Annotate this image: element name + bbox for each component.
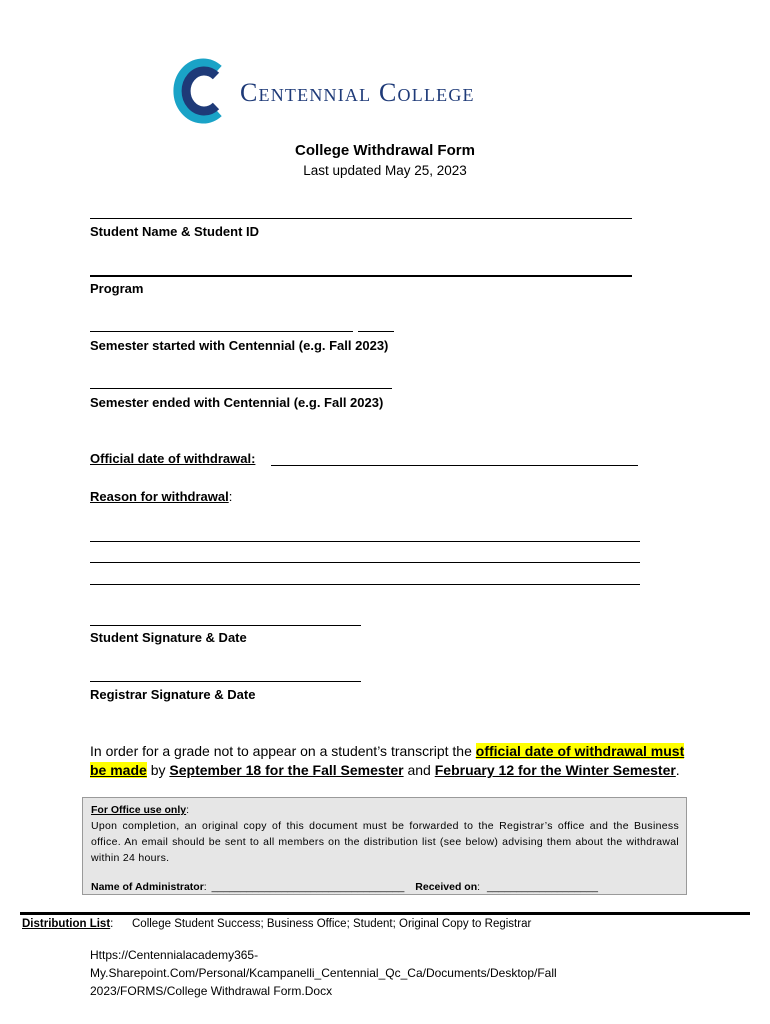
withdrawal-deadline-notice	[90, 742, 690, 780]
distribution-list: College Student Success; Business Office; Student; Original Copy to Registrar	[132, 918, 532, 930]
student-name-line[interactable]	[90, 218, 632, 219]
registrar-signature-line[interactable]	[90, 681, 361, 682]
office-use-box	[82, 797, 687, 895]
semester-end-line[interactable]	[90, 388, 392, 389]
reason-line-1[interactable]	[90, 541, 640, 542]
semester-start-label: Semester started with Centennial (e.g. Fall 2023)	[90, 338, 389, 353]
admin-label: Name of Administrator	[91, 881, 204, 893]
office-use-instructions: Upon completion, an original copy of this document must be forwarded to the Registrar’s office and the Business office. An email should be sent to all members on the distribution list (see below) advising them about the withdrawal within 24 hours.	[91, 820, 679, 864]
office-use-heading	[91, 802, 679, 818]
received-label: Received on	[415, 881, 478, 893]
student-signature-label: Student Signature & Date	[90, 630, 247, 645]
reason-line-3[interactable]	[90, 584, 640, 585]
student-name-label: Student Name & Student ID	[90, 224, 260, 239]
office-heading-text: For Office use only	[91, 804, 187, 816]
notice-text-3: and	[403, 762, 435, 778]
program-line[interactable]	[90, 275, 632, 277]
admin-colon: :	[203, 881, 207, 893]
notice-text-4: .	[675, 762, 680, 778]
form-title: College Withdrawal Form	[295, 142, 475, 159]
registrar-signature-label: Registrar Signature & Date	[90, 687, 256, 702]
notice-text-2: by	[146, 762, 170, 778]
semester-start-line[interactable]	[90, 331, 353, 332]
section-divider	[20, 912, 750, 915]
winter-deadline: February 12 for the Winter Semester	[434, 762, 676, 778]
fall-deadline: September 18 for the Fall Semester	[169, 762, 404, 778]
reason-label-text: Reason for withdrawal	[90, 489, 229, 504]
college-logo-icon	[172, 58, 224, 124]
semester-end-label: Semester ended with Centennial (e.g. Fall 2023)	[90, 395, 384, 410]
student-signature-line[interactable]	[90, 625, 361, 626]
reason-line-2[interactable]	[90, 562, 640, 563]
notice-text-1: In order for a grade not to appear on a student’s transcript the	[90, 743, 476, 759]
official-date-label: Official date of withdrawal:	[90, 451, 256, 466]
program-label: Program	[90, 281, 144, 296]
distribution-label	[22, 918, 113, 930]
document-file-path: Https://Centennialacademy365-My.Sharepoint.Com/Personal/Kcampanelli_Centennial_Qc_Ca/Documents/Desktop/Fall 2023/FORMS/College Withdrawal Form.Docx	[90, 948, 557, 998]
college-name: Centennial College	[240, 78, 475, 107]
received-date-field[interactable]: ___________________	[486, 881, 598, 893]
notice-highlight: official date of withdrawal must be made	[90, 743, 685, 778]
semester-start-year-line[interactable]	[358, 331, 394, 332]
reason-label-colon: :	[228, 489, 233, 504]
distribution-label-text: Distribution List	[22, 918, 111, 930]
admin-name-field[interactable]: _________________________________	[211, 881, 405, 893]
reason-label	[90, 489, 232, 504]
office-heading-colon: :	[186, 804, 190, 816]
official-date-line[interactable]	[271, 465, 638, 466]
last-updated: Last updated May 25, 2023	[303, 163, 467, 178]
distribution-label-colon: :	[110, 918, 114, 930]
office-admin-row	[91, 879, 679, 895]
received-colon: :	[477, 881, 481, 893]
